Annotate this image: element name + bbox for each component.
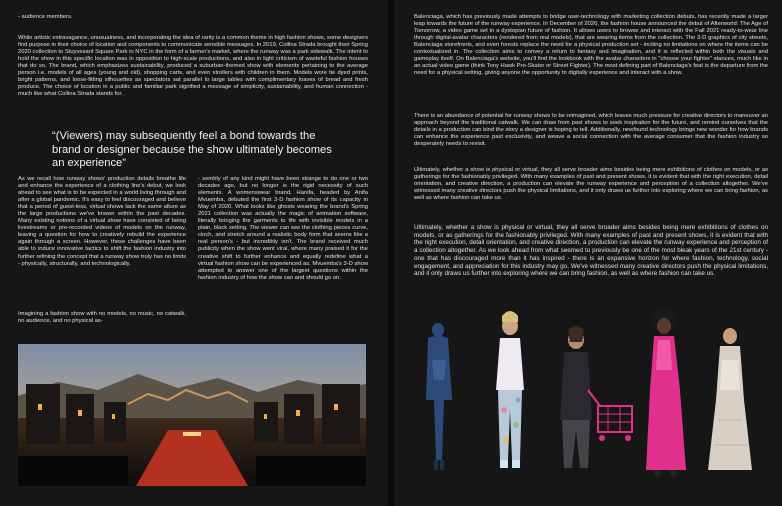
left-column-1-continuation: Imagining a fashion show with no models, no music, no catwalk, no audience, and no physical as-: [18, 311, 186, 325]
right-paragraph-potential: There is an abundance of potential for runway shows to be reimagined, which leaves much pressure for creative directors to maneuver an approach beyond the traditional catwalk. We can draw from past shows to seek inspiration for the future, and remind ourselves that the details in a production can bind the story a designer is hoping to tell. Additionally, newfound technology brings new wonder for how brands can enhance the experience past exclusivity, and weave a social connection with the average consumer that the fashion industry so desperately needs to revisit.: [414, 113, 768, 148]
model-blue-patchwork: [426, 323, 452, 470]
left-column-2-text: - sembly of any kind might have been strange to do one or two decades ago, but no longer is the rigid necessity of such elements. A womenswear brand, Hanifa, headed by Anifa Mvuemba, debuted the first 3-D fashion show of its capacity in May of 2020. What looks like ghosts wearing the brand's Spring 2021 collection was actually the magic of animation software, literally bringing the garments to life with invisible models in a plain, black setting. The viewer can see the clothing pieces curve, cinch, and stretch around a realistic body form that seems like a real person's - but incredibly isn't. The brand received much publicity when the show went viral, where many praised it for the creative shift to further enhance and equally redefine what a virtual fashion show can be experienced as. Mvuemba's 3-D show attempted to answer one of the largest questions within the fashion industry of how the show can and should go on.: [198, 176, 368, 281]
model-ivory-gown: [708, 328, 752, 470]
right-paragraph-ultimately-2: Ultimately, whether a show is physical or virtual, they all serve broader aims besides being mere exhibitions of clothes on models, or as gatherings for the fashionably privileged. With many examples of past and present shows, it is evident that with the right execution, detail orientation, and creative direction, a production can elevate the runway experience and perception of a collection altogether. As we look ahead from what seemed to previously be one of the most bleak years of the 21st century - one that has discouraged more than it has inspired - there is an expansive horizon for where fashion, technology, social engagement, and appreciation for this industry may go. We've witnessed many creative directors push the physical limitations, and it only draws us further into exploring where we can bring fashion, as well as where fashion can take us.: [414, 224, 768, 278]
pull-quote: “(Viewers) may subsequently feel a bond towards the brand or designer because the show ultimately becomes an experience”: [52, 130, 332, 170]
right-paragraph-ultimately-1: Ultimately, whether a show is physical or virtual, they all serve broader aims besides being mere exhibitions of clothes on models, or as gatherings for the fashionably privileged. With many examples of past and present shows, it is evident that with the right execution, detail orientation, and creative direction, a production can elevate the runway experience and perception of a collection altogether. We've witnessed many creative directors push the physical limitations, and it only draws us further into exploring where we can bring fashion, as well as where fashion can take us.: [414, 167, 768, 202]
runway-light: [183, 432, 201, 436]
left-intro-fragment: - audience members.: [18, 14, 73, 20]
great-wall-runway-photo: [18, 344, 366, 486]
right-page: [394, 0, 782, 506]
model-floral-print: [496, 311, 524, 468]
model-pink-slip-dress: [646, 306, 686, 476]
left-column-1-text: As we recall how runway shows' production details breathe life and enhance the experience of a clothing line's debut, we look ahead to see what is to be expected in a world living through and after a global pandemic. It's easy to feel discouraged and believe that a period of guest-less, virtual shows lack the same allure as the large productions we've known within the past decades. Many existing notions of a virtual show have consisted of being livestreams or pre-recorded videos of models on the runway, leaving a question for how to creatively rebuild the experience again through a screen. However, these challenges have been able to induce innovative tactics to shift the fashion industry into further refining the concept that a runway show truly has no limits - physically, structurally, and technologically.: [18, 176, 186, 267]
left-page: [0, 0, 388, 506]
right-paragraph-balenciaga: Balenciaga, which has previously made attempts to bridge user-technology with marketing collection debuts, has recently made a larger leap towards the future of the runway experience. In December of 2020, the fashion house announced the debut of Afterworld: The Age of Tomorrow, a video game set in a dystopian future of fashion. It allows users to browse and interact with the Fall 2021 ready-to-wear line through digital-avatar characters (rendered from real models), that are wearing items from the collection. The 3-D graphics of city streets, Balenciaga storefronts, and even forests replace the need for a physical production set - inciting no limitations on where the items can be contextualized in. The collection aims to convey a return to fantasy and imagination, and it is reflected within both the visuals and gameplay itself. On Balenciaga's website, you'll find the lookbook with the avatar characters in "choose your fighter" stances, much like in an actual video game (think Tony Hawk Pro-Skater or Street Fighter). The most defining part of Balenciaga's feat is the departure from the need for a physical setting, giving anyone the opportunity to digitally experience and interact with a show.: [414, 14, 768, 77]
runway-models-collage: [422, 300, 762, 495]
model-with-shopping-cart: [560, 326, 632, 468]
left-paragraph-collina: While artistic extravagance, unusualness, and incorporating the idea of rarity is a common theme in high fashion shows, some designers find purpose in their choice of location and components to communicate sensible messages. In 2019, Collina Strada brought their Spring 2020 collection to Stuyvesant Square Park in NYC in the form of a farmer's market, where the runway was a park sidewalk. The intent to hold the show in this specific location was in opposition to high-scale productions, and also in light criticism of wasteful fashion houses that do so. The brand, which emphasizes sustainability, produced a suburban-themed show with elements pertaining to the average person i.e. models of all ages (young and old), shopping carts, and even strollers with children in them. Models wore tie dyed prints, bright patterns, and loose-fitting silhouettes as spectators sat parallel to large tables with complimentary loaves of bread and fresh produce. The choice of location in a public and familiar park signified a message of simplicity, sustainability, and human connection - much like what Collina Strada stands for.: [18, 35, 368, 98]
